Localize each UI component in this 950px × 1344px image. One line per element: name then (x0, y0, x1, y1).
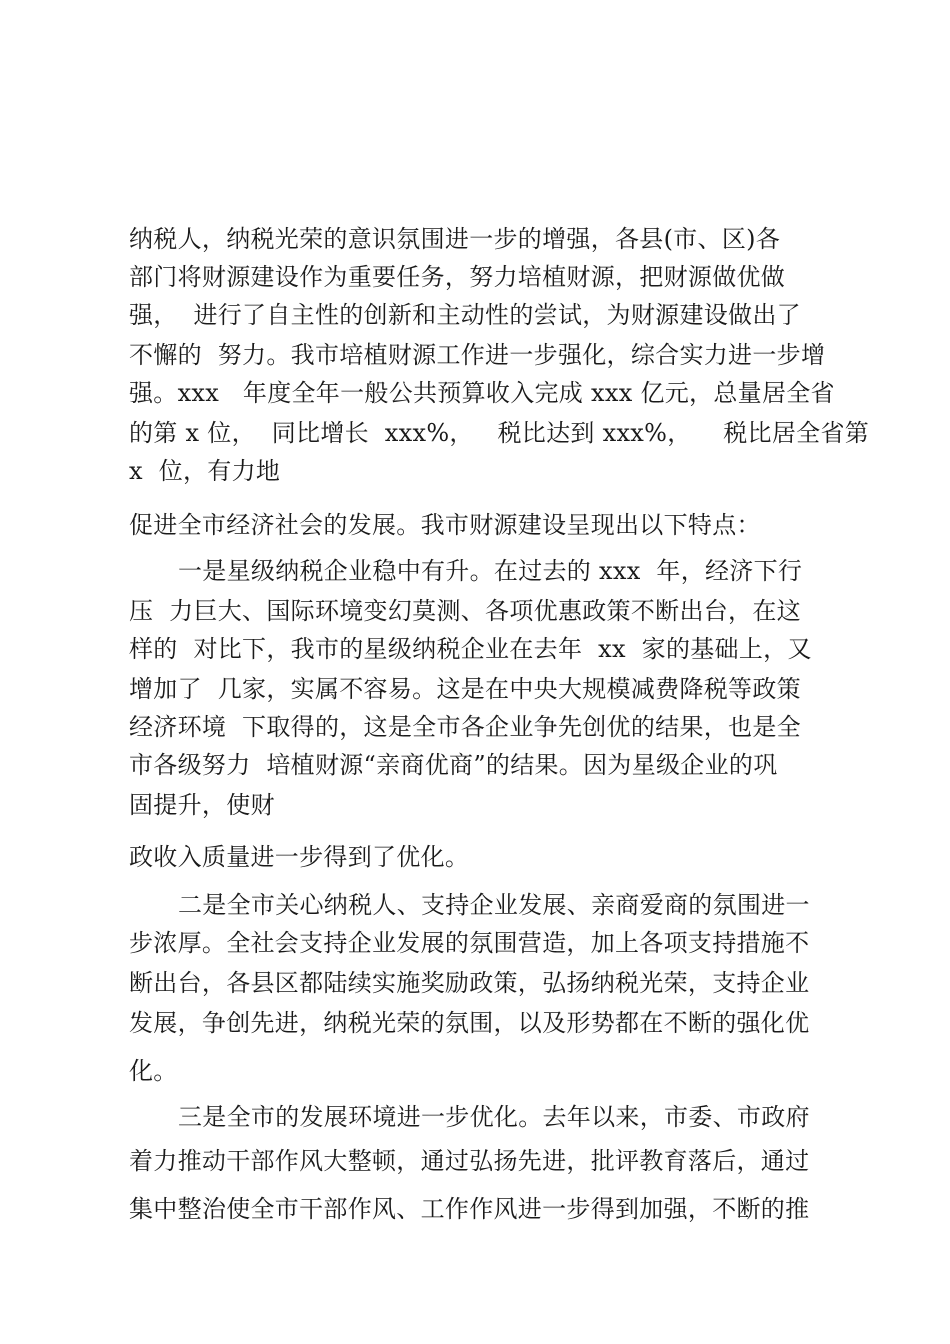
text-line: 着力推动干部作风大整顿，通过弘扬先进，批评教育落后，通过 (129, 1147, 810, 1175)
text-line: 一是星级纳税企业稳中有升。在过去的 xxx 年，经济下行 (178, 557, 803, 585)
text-line: 增加了 几家，实属不容易。这是在中央大规模减费降税等政策 (129, 675, 801, 703)
text-line: 经济环境 下取得的，这是全市各企业争先创优的结果，也是全 (129, 713, 801, 741)
text-line: 三是全市的发展环境进一步优化。去年以来，市委、市政府 (178, 1103, 810, 1131)
text-line: 二是全市关心纳税人、支持企业发展、亲商爱商的氛围进一 (178, 891, 810, 919)
text-line: 步浓厚。全社会支持企业发展的氛围营造，加上各项支持措施不 (129, 929, 810, 957)
text-line: 断出台，各县区都陆续实施奖励政策，弘扬纳税光荣，支持企业 (129, 969, 810, 997)
text-line: 压 力巨大、国际环境变幻莫测、各项优惠政策不断出台，在这 (129, 597, 801, 625)
text-line: 固提升，使财 (129, 791, 275, 819)
text-line: 不懈的 努力。我市培植财源工作进一步强化，综合实力进一步增 (129, 341, 826, 369)
text-line: 集中整治使全市干部作风、工作作风进一步得到加强，不断的推 (129, 1195, 810, 1223)
text-line: 强。xxx 年度全年一般公共预算收入完成 xxx 亿元，总量居全省 (129, 379, 835, 407)
text-line: 化。 (129, 1057, 178, 1085)
text-line: x 位，有力地 (129, 457, 281, 485)
text-line: 纳税人，纳税光荣的意识氛围进一步的增强，各县(市、区)各 (129, 225, 781, 253)
text-line: 发展，争创先进，纳税光荣的氛围，以及形势都在不断的强化优 (129, 1009, 810, 1037)
text-line: 样的 对比下，我市的星级纳税企业在去年 xx 家的基础上，又 (129, 635, 812, 663)
text-line: 促进全市经济社会的发展。我市财源建设呈现出以下特点： (129, 511, 761, 539)
text-line: 市各级努力 培植财源“亲商优商”的结果。因为星级企业的巩 (129, 751, 778, 779)
text-line: 部门将财源建设作为重要任务，努力培植财源，把财源做优做 (129, 263, 786, 291)
text-line: 政收入质量进一步得到了优化。 (129, 843, 470, 871)
text-line: 强， 进行了自主性的创新和主动性的尝试，为财源建设做出了 (129, 301, 801, 329)
text-line: 的第 x 位， 同比增长 xxx%， 税比达到 xxx%， 税比居全省第 (129, 419, 870, 447)
